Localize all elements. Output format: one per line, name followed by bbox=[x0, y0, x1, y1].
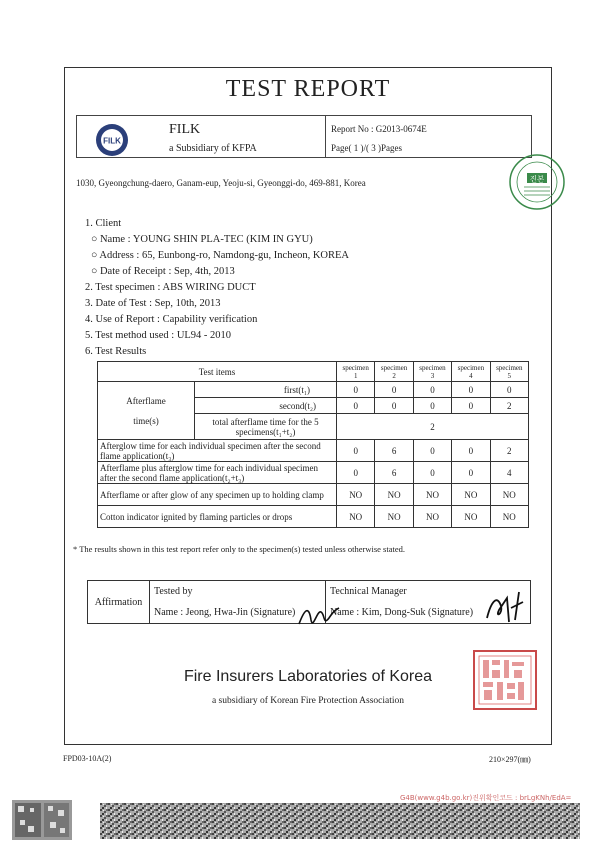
barcode-strip-icon bbox=[100, 803, 580, 839]
table-cell: NO bbox=[452, 484, 490, 506]
qr-code-icon bbox=[12, 800, 72, 840]
table-row bbox=[98, 382, 529, 398]
company-name: FILK bbox=[169, 122, 201, 137]
table-cell: NO bbox=[375, 484, 413, 506]
test-date: 3. Date of Test : Sep, 10th, 2013 bbox=[85, 298, 221, 309]
header-divider bbox=[325, 116, 326, 157]
table-cell: 6 bbox=[375, 440, 413, 462]
page-count: Page( 1 )/( 3 )Pages bbox=[331, 143, 402, 153]
filk-logo-icon bbox=[95, 123, 129, 157]
table-header-row bbox=[98, 362, 529, 382]
specimen-col-4: specimen 4 bbox=[452, 362, 490, 382]
client-address: ○ Address : 65, Eunbong-ro, Namdong-gu, Incheon, KOREA bbox=[91, 250, 350, 261]
table-cell: 2 bbox=[490, 440, 528, 462]
tester-signature-icon bbox=[295, 600, 341, 632]
manager-name: Name : Kim, Dong-Suk (Signature) bbox=[326, 602, 531, 624]
lab-name: Fire Insurers Laboratories of Korea bbox=[183, 668, 433, 685]
test-specimen: 2. Test specimen : ABS WIRING DUCT bbox=[85, 282, 256, 293]
table-cell: NO bbox=[490, 484, 528, 506]
table-cell: 0 bbox=[337, 382, 375, 398]
table-cell: NO bbox=[413, 506, 451, 528]
results-heading: 6. Test Results bbox=[85, 346, 147, 357]
table-cell: 0 bbox=[413, 398, 451, 414]
table-row bbox=[98, 440, 529, 462]
specimen-col-3: specimen 3 bbox=[413, 362, 451, 382]
table-cell: 0 bbox=[337, 440, 375, 462]
table-cell: 0 bbox=[452, 398, 490, 414]
table-row bbox=[98, 484, 529, 506]
company-subsidiary: a Subsidiary of KFPA bbox=[169, 143, 257, 154]
client-name: ○ Name : YOUNG SHIN PLA-TEC (KIM IN GYU) bbox=[91, 234, 313, 245]
table-cell: NO bbox=[337, 506, 375, 528]
table-cell: 4 bbox=[490, 462, 528, 484]
results-table bbox=[97, 361, 529, 528]
table-cell: NO bbox=[413, 484, 451, 506]
cotton-indicator-label: Cotton indicator ignited by flaming particles or drops bbox=[98, 506, 337, 528]
lab-subsidiary: a subsidiary of Korean Fire Protection Association bbox=[211, 696, 405, 706]
authenticity-stamp-icon bbox=[508, 151, 566, 213]
verification-code: G4B(www.g4b.go.kr)진위확인코드 : brLgKNh/EdA= bbox=[400, 794, 572, 802]
table-cell: 0 bbox=[337, 462, 375, 484]
svg-text:진본: 진본 bbox=[529, 174, 545, 184]
client-heading: 1. Client bbox=[85, 218, 122, 229]
first-label: first(t₁) bbox=[195, 382, 337, 398]
lab-address: 1030, Gyeongchung-daero, Ganam-eup, Yeoju-si, Gyeonggi-do, 469-881, Korea bbox=[76, 178, 366, 188]
test-method: 5. Test method used : UL94 - 2010 bbox=[85, 330, 232, 341]
manager-signature-icon bbox=[483, 588, 533, 628]
report-frame bbox=[63, 67, 552, 764]
specimen-col-1: specimen 1 bbox=[337, 362, 375, 382]
table-cell: 0 bbox=[413, 382, 451, 398]
table-cell: 0 bbox=[337, 398, 375, 414]
specimen-col-2: specimen 2 bbox=[375, 362, 413, 382]
table-cell: 0 bbox=[452, 462, 490, 484]
affirmation-label: Affirmation bbox=[88, 581, 150, 624]
second-label: second(t₂) bbox=[195, 398, 337, 414]
total-label: total afterflame time for the 5 specimens(t₁+t₂) bbox=[195, 414, 337, 440]
table-cell: 0 bbox=[452, 382, 490, 398]
table-cell: 6 bbox=[375, 462, 413, 484]
table-cell: 0 bbox=[452, 440, 490, 462]
report-use: 4. Use of Report : Capability verification bbox=[85, 314, 258, 325]
table-cell: NO bbox=[337, 484, 375, 506]
technical-manager-label: Technical Manager bbox=[326, 581, 531, 603]
results-note: * The results shown in this test report refer only to the specimen(s) tested unless otherwise stated. bbox=[73, 544, 405, 554]
table-cell: NO bbox=[375, 506, 413, 528]
report-title: TEST REPORT bbox=[225, 76, 391, 102]
table-row bbox=[98, 506, 529, 528]
svg-text:FILK: FILK bbox=[103, 136, 121, 146]
tested-by-label: Tested by bbox=[150, 581, 326, 603]
specimen-col-5: specimen 5 bbox=[490, 362, 528, 382]
table-cell: NO bbox=[490, 506, 528, 528]
client-receipt-date: ○ Date of Receipt : Sep, 4th, 2013 bbox=[91, 266, 235, 277]
total-value: 2 bbox=[337, 414, 529, 440]
test-items-header: Test items bbox=[98, 362, 337, 382]
tester-name: Name : Jeong, Hwa-Jin (Signature) bbox=[150, 602, 326, 624]
table-cell: 0 bbox=[413, 440, 451, 462]
afterflame-time-label: Afterflame time(s) bbox=[98, 382, 195, 440]
form-code: FPD03-10A(2) bbox=[63, 754, 112, 763]
afterflame-plus-afterglow-label: Afterflame plus afterglow time for each individual specimen after the second flame application(t₂+t₃) bbox=[98, 462, 337, 484]
table-cell: NO bbox=[452, 506, 490, 528]
table-cell: 0 bbox=[413, 462, 451, 484]
afterglow-label: Afterglow time for each individual specimen after the second flame application(t₃) bbox=[98, 440, 337, 462]
table-cell: 2 bbox=[490, 398, 528, 414]
table-cell: 0 bbox=[375, 398, 413, 414]
official-seal-icon bbox=[470, 648, 540, 712]
paper-size: 210×297(㎜) bbox=[489, 755, 531, 764]
table-row bbox=[98, 462, 529, 484]
header-box bbox=[76, 115, 532, 158]
table-cell: 0 bbox=[375, 382, 413, 398]
holding-clamp-label: Afterflame or after glow of any specimen up to holding clamp bbox=[98, 484, 337, 506]
report-number: Report No : G2013-0674E bbox=[331, 124, 427, 134]
table-cell: 0 bbox=[490, 382, 528, 398]
